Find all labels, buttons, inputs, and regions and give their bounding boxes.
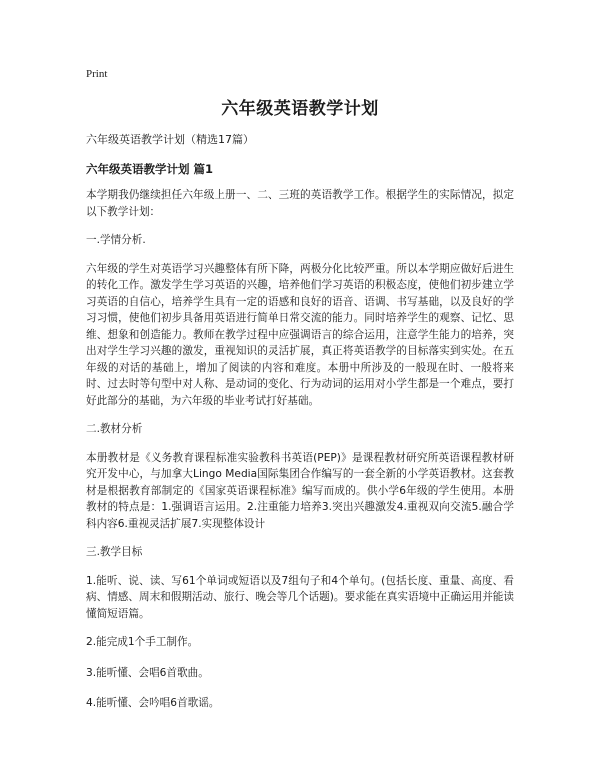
goal-item-4: 4.能听懂、会吟唱6首歌谣。 [86,697,220,709]
heading-textbook-analysis: 二.教材分析 [86,423,143,435]
heading-teaching-goals: 三.教学目标 [86,546,143,558]
subtitle: 六年级英语教学计划（精选17篇） [86,133,254,146]
section-heading: 六年级英语教学计划 篇1 [86,162,214,176]
goal-item-2: 2.能完成1个手工制作。 [86,636,199,648]
print-label[interactable]: Print [86,68,108,80]
intro-paragraph: 本学期我仍继续担任六年级上册一、二、三班的英语教学工作。根据学生的实际情况，拟定以下教学计划： [86,189,514,218]
goal-item-1: 1.能听、说、读、写61个单词或短语以及7组句子和4个单句。(包括长度、重量、高度、看病、情感、周末和假期活动、旅行、晚会等几个话题)。要求能在真实语境中正确运用并能读懂简短语篇。 [86,574,514,620]
heading-learning-analysis: 一.学情分析. [86,234,146,246]
learning-analysis-paragraph: 六年级的学生对英语学习兴趣整体有所下降，两极分化比较严重。所以本学期应做好后进生的转化工作。激发学生学习英语的兴趣，培养他们学习英语的积极态度，使他们初步建立学习英语的自信心，培养学生具有一定的语感和良好的语音、语调、书写基础，以及良好的学习习惯，使他们初步具备用英语进行简单日常交流的能力。同时培养学生的观察、记忆、思维、想象和创造能力。教师在教学过程中应强调语言的综合运用，注意学生能力的培养，突出对学生学习兴趣的激发，重视知识的灵活扩展，真正将英语教学的目标落实到实处。在五年级的对话的基础上，增加了阅读的内容和难度。本册中所涉及的一般现在时、一般将来时、过去时等句型中对人称、是动词的变化、行为动词的运用对小学生都是一个难点，要打好此部分的基础，为六年级的毕业考试打好基础。 [86,262,514,407]
page-title: 六年级英语教学计划 [221,99,379,119]
goal-item-3: 3.能听懂、会唱6首歌曲。 [86,666,209,679]
textbook-analysis-paragraph: 本册教材是《义务教育课程标准实验教科书英语(PEP)》是课程教材研究所英语课程教材研究开发中心，与加拿大Lingo Media国际集团合作编写的一套全新的小学英语教材。这套教材是根据教育部制定的《国家英语课程标准》编写而成的。供小学6年级的学生使用。本册教材的特点是：1.强调语言运用。2.注重能力培养3.突出兴趣激发4.重视双向交流5.融合学科内容6.重视灵活扩展7.实现整体设计 [86,451,514,530]
